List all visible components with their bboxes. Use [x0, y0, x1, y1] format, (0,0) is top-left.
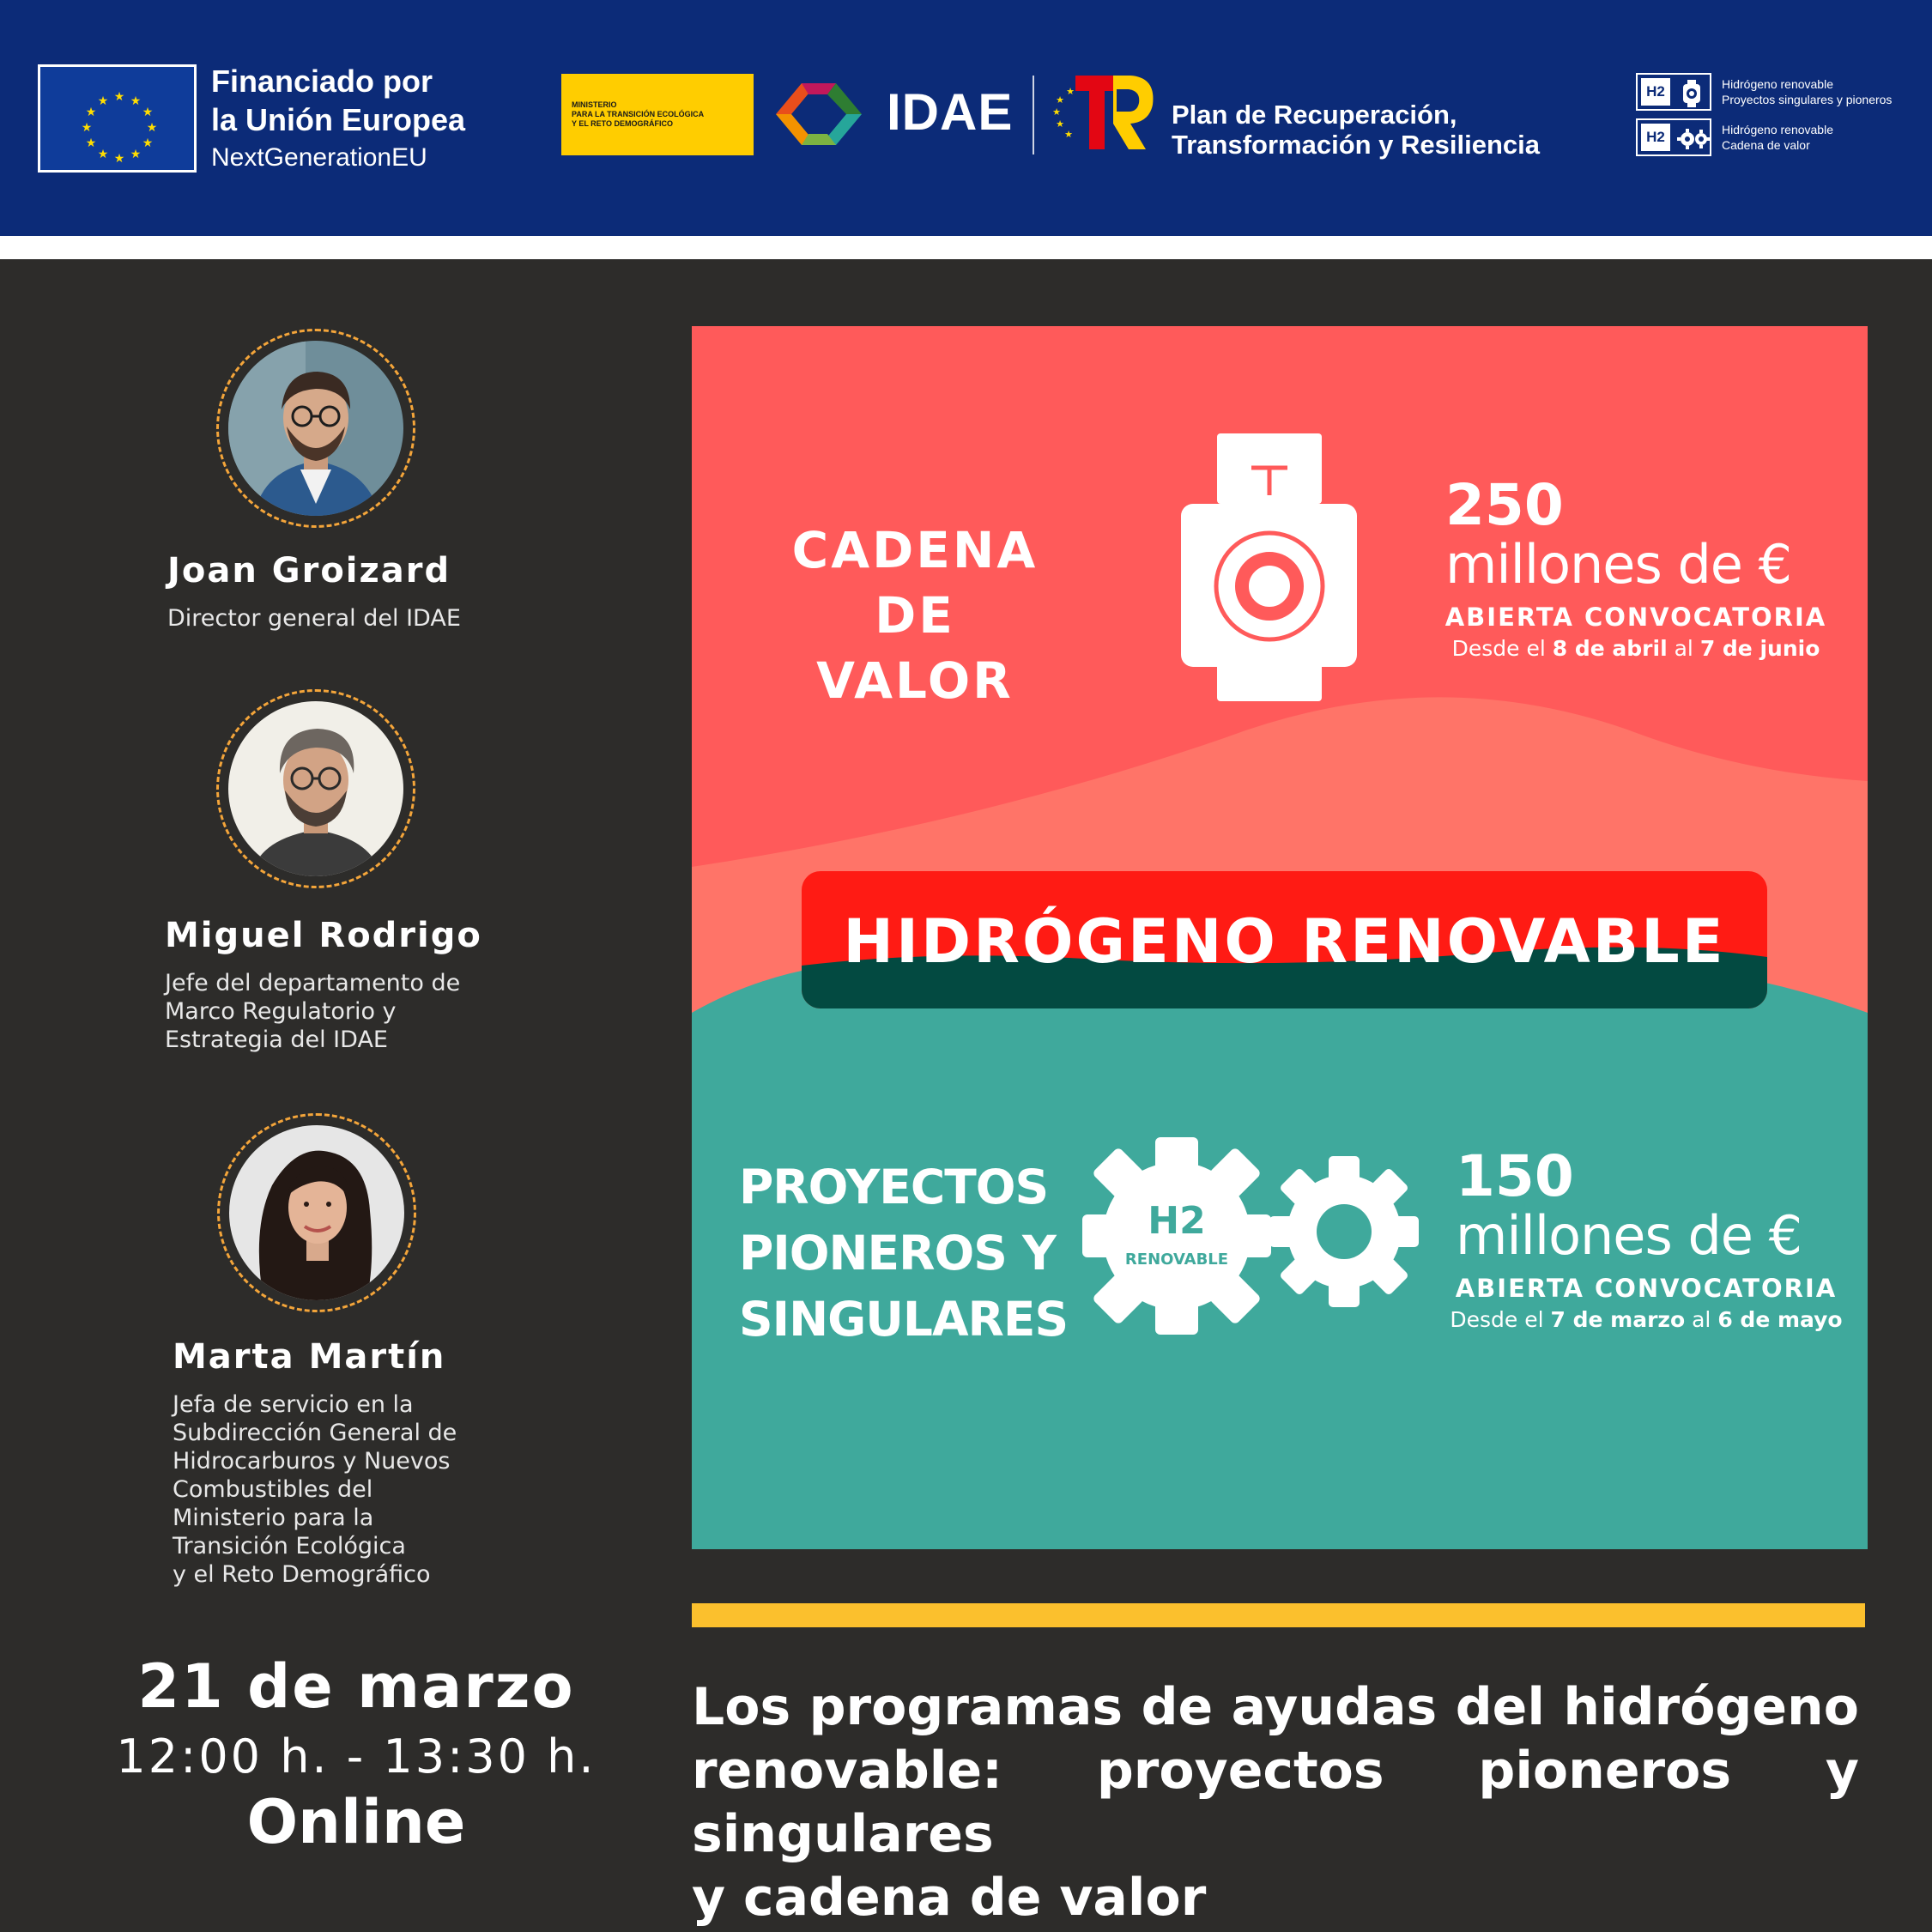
- gears-icon: [1082, 1137, 1426, 1335]
- event-date: 21 de marzo: [137, 1651, 575, 1722]
- svg-text:★: ★: [81, 121, 93, 135]
- hydrogen-bottle-icon: [1677, 79, 1706, 108]
- proyectos-title-line: PIONEROS Y: [739, 1226, 1056, 1281]
- speaker-name: Miguel Rodrigo: [165, 916, 482, 955]
- svg-text:★: ★: [1056, 118, 1064, 130]
- h2-line-1: Hidrógeno renovable: [1722, 123, 1833, 136]
- prtr-logo-icon: [1051, 70, 1159, 156]
- svg-text:★: ★: [146, 121, 158, 135]
- svg-text:★: ★: [113, 90, 125, 104]
- svg-text:★: ★: [1056, 94, 1064, 106]
- event-title-line: y cadena de valor: [692, 1868, 1207, 1928]
- speaker-role-line: Jefa de servicio en la: [173, 1391, 414, 1418]
- proyectos-title: [739, 1154, 1068, 1353]
- event-title-line: renovable: proyectos pioneros y singulares: [692, 1741, 1859, 1864]
- svg-text:★: ★: [142, 136, 154, 150]
- svg-text:★: ★: [85, 136, 97, 150]
- prtr-line-1: Plan de Recuperación,: [1172, 100, 1457, 130]
- proyectos-amount: [1440, 1143, 1852, 1335]
- cadena-amount-number: 250: [1445, 472, 1564, 538]
- speaker-role-line: Estrategia del IDAE: [165, 1027, 388, 1053]
- h2-badge-frame: [1636, 73, 1711, 111]
- ministerio-line-2: PARA LA TRANSICIÓN ECOLÓGICA: [572, 110, 705, 118]
- proyectos-title-line: PROYECTOS: [739, 1160, 1049, 1214]
- date-to: 6 de mayo: [1717, 1307, 1843, 1332]
- prtr-text: [1172, 100, 1540, 160]
- svg-text:★: ★: [97, 94, 109, 108]
- banner-title: HIDRÓGENO RENOVABLE: [843, 906, 1726, 977]
- speaker-name: Marta Martín: [173, 1337, 446, 1377]
- speaker-role: [165, 969, 460, 1054]
- gear-label-top: H2: [1148, 1199, 1206, 1243]
- avatar-photo: [228, 341, 403, 516]
- event-mode: Online: [246, 1787, 466, 1857]
- speaker-role-line: Jefe del departamento de: [165, 970, 461, 996]
- speaker-role-line: Hidrocarburos y Nuevos: [173, 1448, 451, 1475]
- cadena-title: [760, 518, 1069, 713]
- dates-mid: al: [1692, 1307, 1711, 1332]
- event-schedule: [103, 1652, 609, 1856]
- event-title-line: Los programas de ayudas del hidrógeno: [692, 1677, 1859, 1737]
- eu-line-2: la Unión Europea: [211, 102, 466, 137]
- speaker-role-line: Marco Regulatorio y: [165, 998, 397, 1025]
- idae-label: IDAE: [887, 83, 1014, 141]
- ministerio-logo: [561, 74, 754, 155]
- svg-text:★: ★: [130, 94, 142, 108]
- dates-prefix: Desde el: [1451, 636, 1546, 661]
- speaker-role-line: y el Reto Demográfico: [173, 1561, 431, 1588]
- avatar-photo: [228, 701, 403, 876]
- dates-mid: al: [1674, 636, 1693, 661]
- svg-text:★: ★: [1066, 86, 1075, 97]
- cadena-amount: [1430, 472, 1842, 663]
- svg-text:★: ★: [1052, 106, 1061, 118]
- cadena-dates: [1430, 634, 1842, 663]
- speaker-role: [167, 604, 461, 633]
- speaker-role: [173, 1390, 457, 1589]
- speaker-role-line: Subdirección General de: [173, 1420, 457, 1446]
- svg-text:★: ★: [1064, 129, 1073, 140]
- h2-line-2: Cadena de valor: [1722, 138, 1810, 152]
- avatar-photo: [229, 1125, 404, 1300]
- ministerio-line-1: MINISTERIO: [572, 100, 617, 109]
- hydrogen-bottle-icon: [1181, 433, 1357, 701]
- ministerio-line-3: Y EL RETO DEMOGRÁFICO: [572, 119, 674, 128]
- date-from: 8 de abril: [1552, 636, 1668, 661]
- event-title: [692, 1675, 1859, 1929]
- svg-text:★: ★: [97, 148, 109, 161]
- cadena-title-line: CADENA DE: [791, 521, 1039, 645]
- speaker-role-line: Combustibles del: [173, 1476, 373, 1503]
- speaker-role-line: Transición Ecológica: [173, 1533, 406, 1560]
- proyectos-amount-unit: millones de €: [1456, 1204, 1802, 1267]
- h2-badge-text: [1722, 122, 1833, 153]
- speaker-role-line: Ministerio para la: [173, 1505, 374, 1531]
- proyectos-status: ABIERTA CONVOCATORIA: [1455, 1274, 1838, 1303]
- cadena-title-line: VALOR: [816, 651, 1014, 710]
- program-poster: [692, 326, 1868, 1549]
- cadena-status: ABIERTA CONVOCATORIA: [1444, 603, 1827, 632]
- date-from: 7 de marzo: [1550, 1307, 1686, 1332]
- svg-text:★: ★: [113, 152, 125, 166]
- proyectos-dates: [1440, 1305, 1852, 1335]
- speaker-role-line: Director general del IDAE: [167, 605, 461, 632]
- prtr-line-2: Transformación y Resiliencia: [1172, 130, 1541, 160]
- eu-line-1: Financiado por: [211, 64, 433, 99]
- svg-text:★: ★: [85, 106, 97, 119]
- event-time: 12:00 h. - 13:30 h.: [116, 1729, 597, 1784]
- dates-prefix: Desde el: [1450, 1307, 1544, 1332]
- gear-label-bottom: RENOVABLE: [1124, 1251, 1229, 1269]
- h2-badge-text: [1722, 76, 1892, 107]
- avatar-joan-groizard: [216, 329, 415, 528]
- h2-badge-proyectos: [1636, 73, 1911, 111]
- svg-text:★: ★: [142, 106, 154, 119]
- h2-badge-cadena: [1636, 118, 1911, 156]
- avatar-marta-martin: [217, 1113, 416, 1312]
- h2-badge-frame: [1636, 118, 1711, 156]
- proyectos-amount-number: 150: [1456, 1143, 1574, 1209]
- h2-line-1: Hidrógeno renovable: [1722, 77, 1833, 91]
- gears-icon: [1677, 124, 1710, 154]
- proyectos-title-line: SINGULARES: [739, 1292, 1069, 1347]
- avatar-miguel-rodrigo: [216, 689, 415, 888]
- date-to: 7 de junio: [1699, 636, 1820, 661]
- eu-funding-text: [211, 62, 465, 177]
- svg-text:★: ★: [130, 148, 142, 161]
- h2-label: H2: [1641, 78, 1670, 106]
- h2-line-2: Proyectos singulares y pioneros: [1722, 93, 1893, 106]
- idae-logo-icon: [759, 70, 879, 158]
- eu-flag-icon: [38, 64, 197, 173]
- eu-line-3: NextGenerationEU: [211, 143, 427, 172]
- accent-bar: [692, 1603, 1865, 1627]
- speaker-name: Joan Groizard: [167, 551, 451, 591]
- header-divider-strip: [0, 236, 1932, 259]
- header-divider: [1033, 76, 1034, 154]
- h2-label: H2: [1641, 124, 1670, 151]
- header-bar: [0, 0, 1932, 236]
- cadena-amount-unit: millones de €: [1445, 533, 1792, 596]
- hidrogeno-banner: [802, 871, 1767, 1008]
